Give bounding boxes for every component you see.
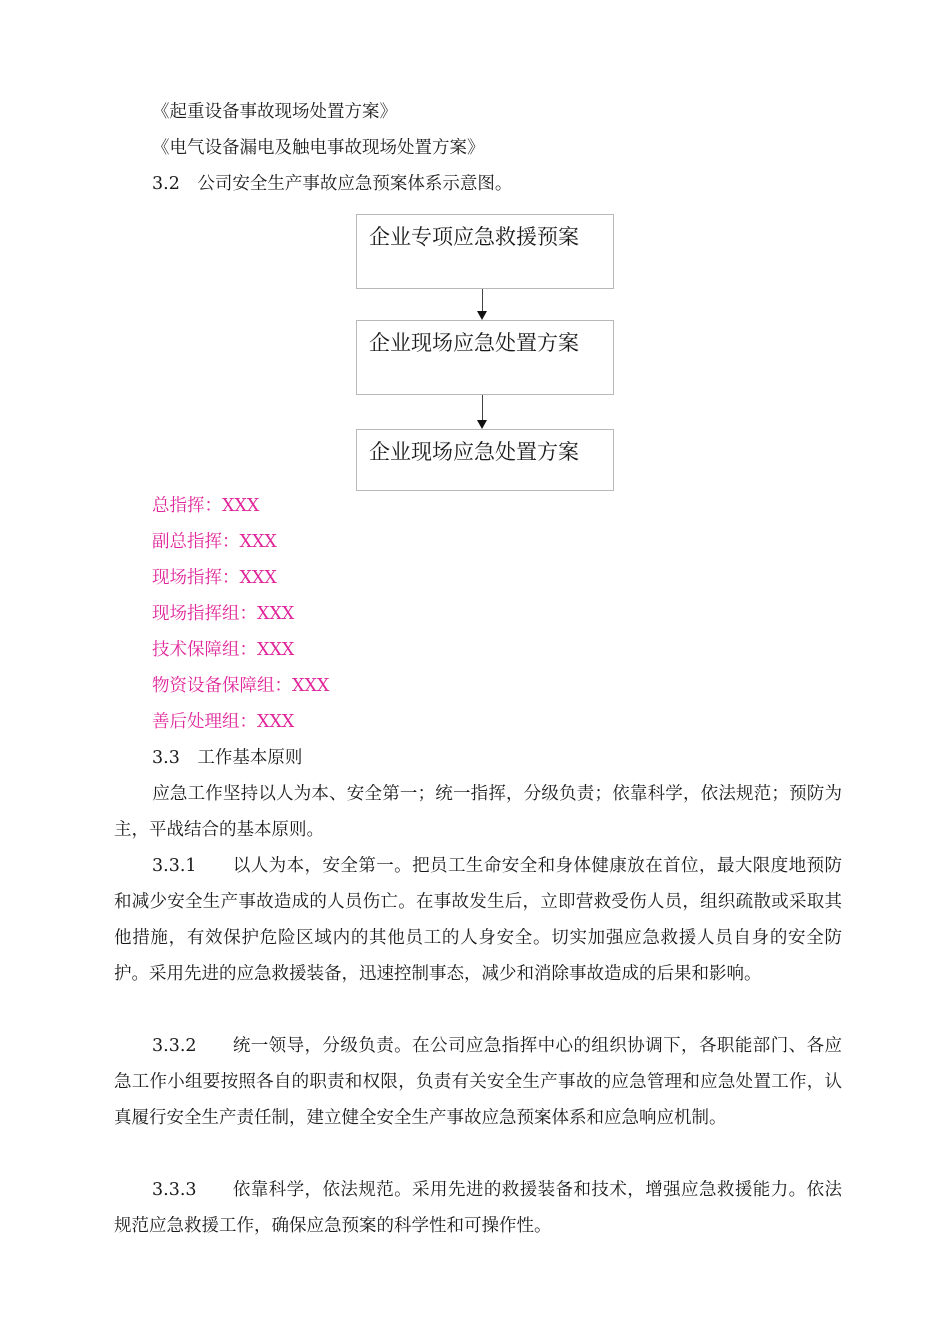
paragraph-text: 3.3.2 统一领导，分级负责。在公司应急指挥中心的组织协调下，各职能部门、各应急工作小组要按照各自的职责和权限，负责有关安全生产事故的应急管理和应急处置工作，认真履行安全生产责任制，建立健全安全生产事故应急预案体系和应急响应机制。 bbox=[114, 1036, 842, 1128]
paragraph-text: 3.3.3 依靠科学，依法规范。采用先进的救援装备和技术，增强应急救援能力。依法规范应急救援工作，确保应急预案的科学性和可操作性。 bbox=[114, 1180, 842, 1236]
role-site-command-group: 现场指挥组：XXX bbox=[152, 604, 295, 624]
arrow-down-icon bbox=[477, 311, 487, 320]
diagram-box-onsite-plan-2 bbox=[356, 429, 614, 491]
arrow-down-icon bbox=[477, 420, 487, 429]
diagram-box-label: 企业现场应急处置方案 bbox=[369, 440, 579, 464]
paragraph-text: 3.3.1 以人为本，安全第一。把员工生命安全和身体健康放在首位，最大限度地预防和减少安全生产事故造成的人员伤亡。在事故发生后，立即营救受伤人员，组织疏散或采取其他措施，有效保护危险区域内的其他员工的人身安全。切实加强应急救援人员自身的安全防护。采用先进的应急救援装备，迅速控制事态，减少和消除事故造成的后果和影响。 bbox=[114, 856, 842, 984]
heading-3-3: 3.3 工作基本原则 bbox=[152, 748, 303, 768]
line-plan-lifting: 《起重设备事故现场处置方案》 bbox=[152, 102, 397, 122]
line-plan-electrical: 《电气设备漏电及触电事故现场处置方案》 bbox=[152, 138, 485, 158]
diagram-connector bbox=[482, 395, 483, 420]
role-deputy-commander: 副总指挥：XXX bbox=[152, 532, 277, 552]
role-aftermath-group: 善后处理组：XXX bbox=[152, 712, 295, 732]
paragraph-3-3-1 bbox=[114, 848, 842, 992]
role-site-commander: 现场指挥：XXX bbox=[152, 568, 277, 588]
diagram-box-label: 企业专项应急救援预案 bbox=[369, 225, 579, 249]
heading-3-2: 3.2 公司安全生产事故应急预案体系示意图。 bbox=[152, 174, 513, 194]
diagram-box-onsite-plan-1 bbox=[356, 320, 614, 395]
role-materials-group: 物资设备保障组：XXX bbox=[152, 676, 330, 696]
paragraph-3-3-2 bbox=[114, 1028, 842, 1136]
diagram-box-label: 企业现场应急处置方案 bbox=[369, 331, 579, 355]
role-commander: 总指挥：XXX bbox=[152, 496, 260, 516]
role-tech-support-group: 技术保障组：XXX bbox=[152, 640, 295, 660]
diagram-connector bbox=[482, 289, 483, 311]
paragraph-principles-intro bbox=[114, 776, 842, 848]
paragraph-text: 应急工作坚持以人为本、安全第一；统一指挥，分级负责；依靠科学，依法规范；预防为主，平战结合的基本原则。 bbox=[114, 784, 842, 840]
paragraph-3-3-3 bbox=[114, 1172, 842, 1244]
diagram-box-special-plan bbox=[356, 214, 614, 289]
